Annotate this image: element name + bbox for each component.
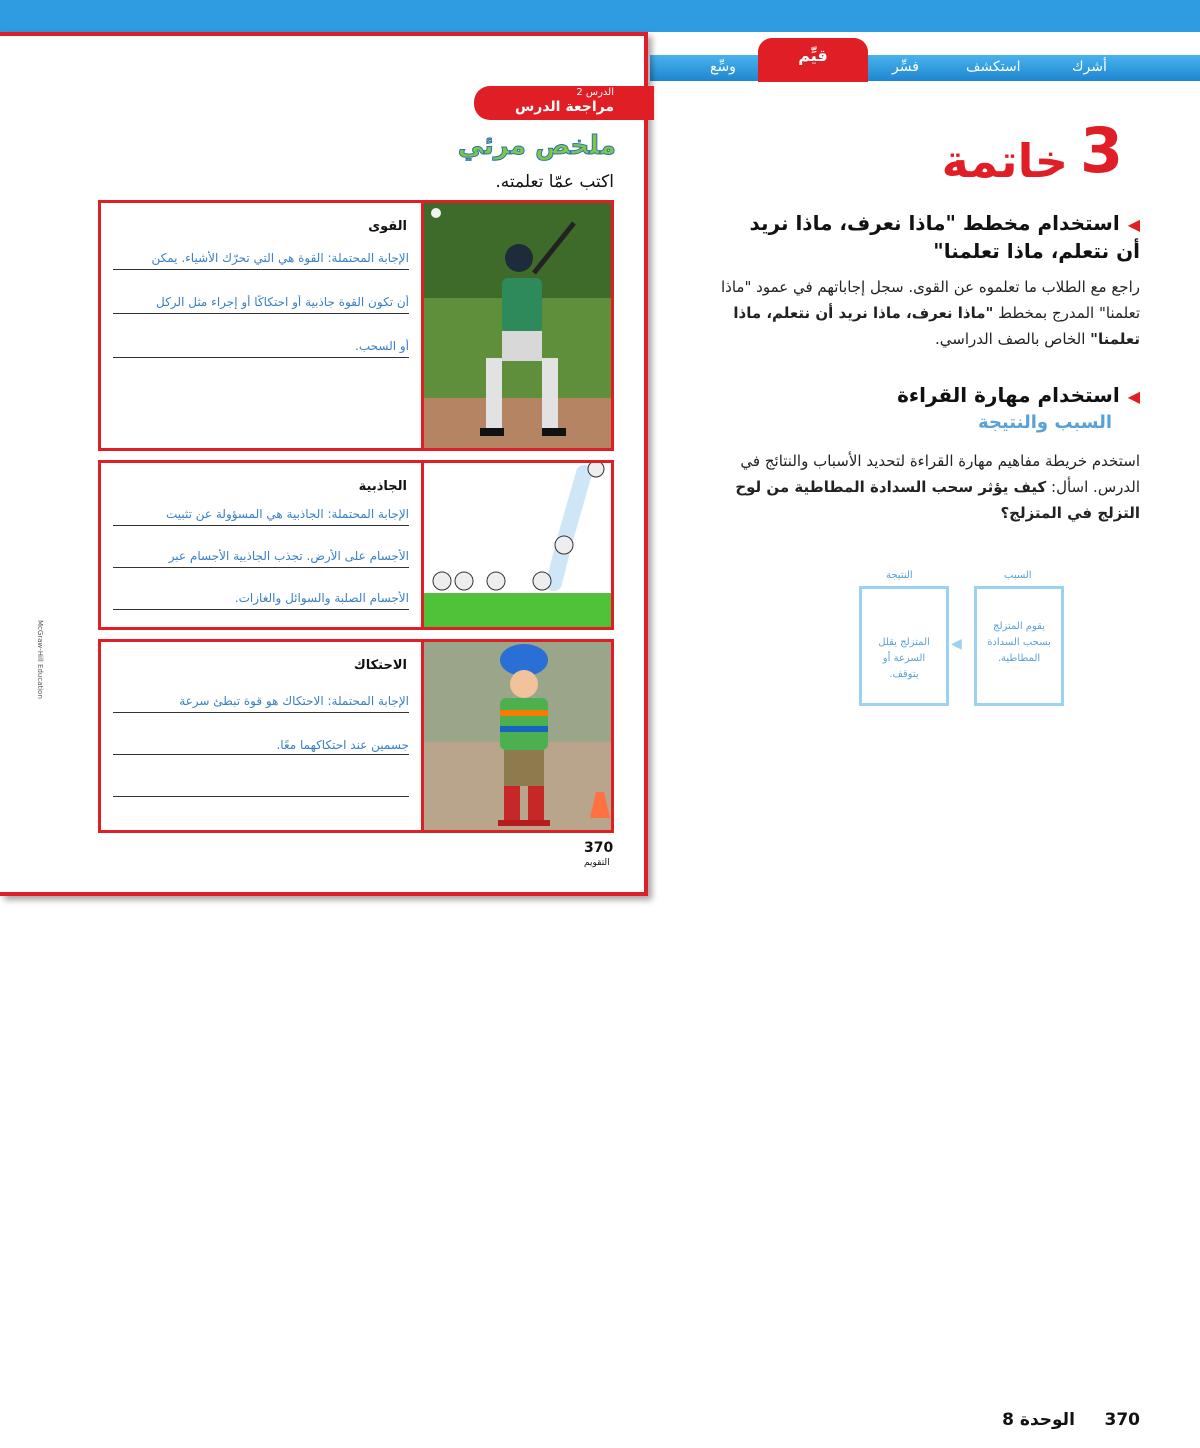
arrow-left-icon: ◀ <box>951 636 962 652</box>
student-page-number: 370 <box>584 840 614 856</box>
effect-text: المتزلج يقلل السرعة أو يتوقف. <box>878 637 930 680</box>
forces-heading: القوى <box>368 219 407 234</box>
writing-line <box>113 525 409 526</box>
gravity-heading: الجاذبية <box>358 479 407 494</box>
tab-explain[interactable]: فسِّر <box>892 59 919 75</box>
top-bar <box>0 0 1200 32</box>
section2-para-b: كيف يؤثر سحب السدادة المطاطية من لوح التزلج في المتزلج؟ <box>735 478 1140 522</box>
section2-subheading: السبب والنتيجة <box>978 412 1112 433</box>
baseball-photo <box>421 203 611 448</box>
friction-answer-line-2: جسمين عند احتكاكهما معًا. <box>276 738 409 752</box>
section2-paragraph <box>700 448 1140 526</box>
student-page-section: التقويم <box>584 858 610 868</box>
tab-evaluate-active[interactable]: قيِّم <box>758 38 868 82</box>
lesson-label: الدرس 2 <box>576 87 614 98</box>
gravity-answer-line-3: الأجسام الصلبة والسوائل والغازات. <box>234 591 409 605</box>
section2-heading-text: استخدام مهارة القراءة <box>897 383 1120 407</box>
step-number: 3 <box>1080 114 1124 187</box>
publisher-credit: McGraw-Hill Education <box>36 620 44 699</box>
write-prompt: اكتب عمّا تعلمته. <box>495 172 614 192</box>
lesson-stage-tabs <box>650 55 1200 81</box>
bouncing-ball-image <box>424 463 611 627</box>
tab-explore[interactable]: استكشف <box>966 59 1021 75</box>
friction-answer-line-1: الإجابة المحتملة: الاحتكاك هو قوة تبطئ سرعة <box>179 694 409 708</box>
writing-line <box>113 712 409 713</box>
section2-para-a: استخدم خريطة مفاهيم مهارة القراءة لتحديد الأسباب والنتائج في الدرس. اسأل: <box>740 452 1140 496</box>
section1-para-a: راجع مع الطلاب ما تعلموه عن القوى. سجل إجاباتهم في عمود "ماذا تعلمنا" المدرج بمخطط <box>721 278 1140 322</box>
writing-line <box>113 357 409 358</box>
section1-para-b: "ماذا نعرف، ماذا نريد أن نتعلم، ماذا تعلمنا" <box>733 304 1140 348</box>
friction-photo <box>421 642 611 830</box>
section1-heading <box>720 210 1140 264</box>
writing-line <box>113 796 409 797</box>
writing-line <box>113 567 409 568</box>
footer-page-number: 370 <box>1104 1410 1140 1430</box>
page-footer <box>1002 1410 1140 1430</box>
gravity-answer-line-2: الأجسام على الأرض. تجذب الجاذبية الأجسام عبر <box>168 549 409 563</box>
tab-engage[interactable]: أشرك <box>1072 59 1107 75</box>
tab-elaborate[interactable]: وسِّع <box>710 59 736 75</box>
forces-card <box>98 200 614 451</box>
writing-line <box>113 313 409 314</box>
cause-label: السبب <box>1004 570 1032 581</box>
writing-line <box>113 609 409 610</box>
forces-answer-line-3: أو السحب. <box>355 339 409 353</box>
lesson-ribbon <box>474 86 654 120</box>
effect-label: النتيجة <box>886 570 913 581</box>
section1-heading-text: استخدام مخطط "ماذا نعرف، ماذا نريد أن نتعلم، ماذا تعلمنا" <box>749 211 1140 263</box>
footer-unit: الوحدة 8 <box>1002 1410 1075 1430</box>
rollerskater-image <box>424 642 611 830</box>
visual-summary-title: ملخص مرئي <box>457 131 616 161</box>
gravity-card <box>98 460 614 630</box>
section1-paragraph <box>700 274 1140 352</box>
cause-text: يقوم المتزلج بسحب السدادة المطاطية. <box>987 621 1051 664</box>
baseball-batter-image <box>424 203 611 448</box>
section1-para-c: الخاص بالصف الدراسي. <box>934 330 1091 348</box>
friction-card <box>98 639 614 833</box>
effect-box <box>859 586 949 706</box>
gravity-photo <box>421 463 611 627</box>
writing-line <box>113 754 409 755</box>
triangle-bullet-icon: ◀ <box>1127 387 1140 406</box>
triangle-bullet-icon: ◀ <box>1127 215 1140 234</box>
writing-line <box>113 269 409 270</box>
step-title: خاتمة <box>941 134 1068 188</box>
cause-box <box>974 586 1064 706</box>
friction-heading: الاحتكاك <box>353 658 407 673</box>
gravity-answer-line-1: الإجابة المحتملة: الجاذبية هي المسؤولة عن تثبيت <box>165 507 409 521</box>
lesson-title: مراجعة الدرس <box>514 99 614 115</box>
section2-heading <box>720 382 1140 410</box>
forces-answer-line-2: أن تكون القوة جاذبية أو احتكاكًا أو إجراء مثل الركل <box>156 295 409 309</box>
forces-answer-line-1: الإجابة المحتملة: القوة هي التي تحرّك الأشياء. يمكن <box>151 251 409 265</box>
